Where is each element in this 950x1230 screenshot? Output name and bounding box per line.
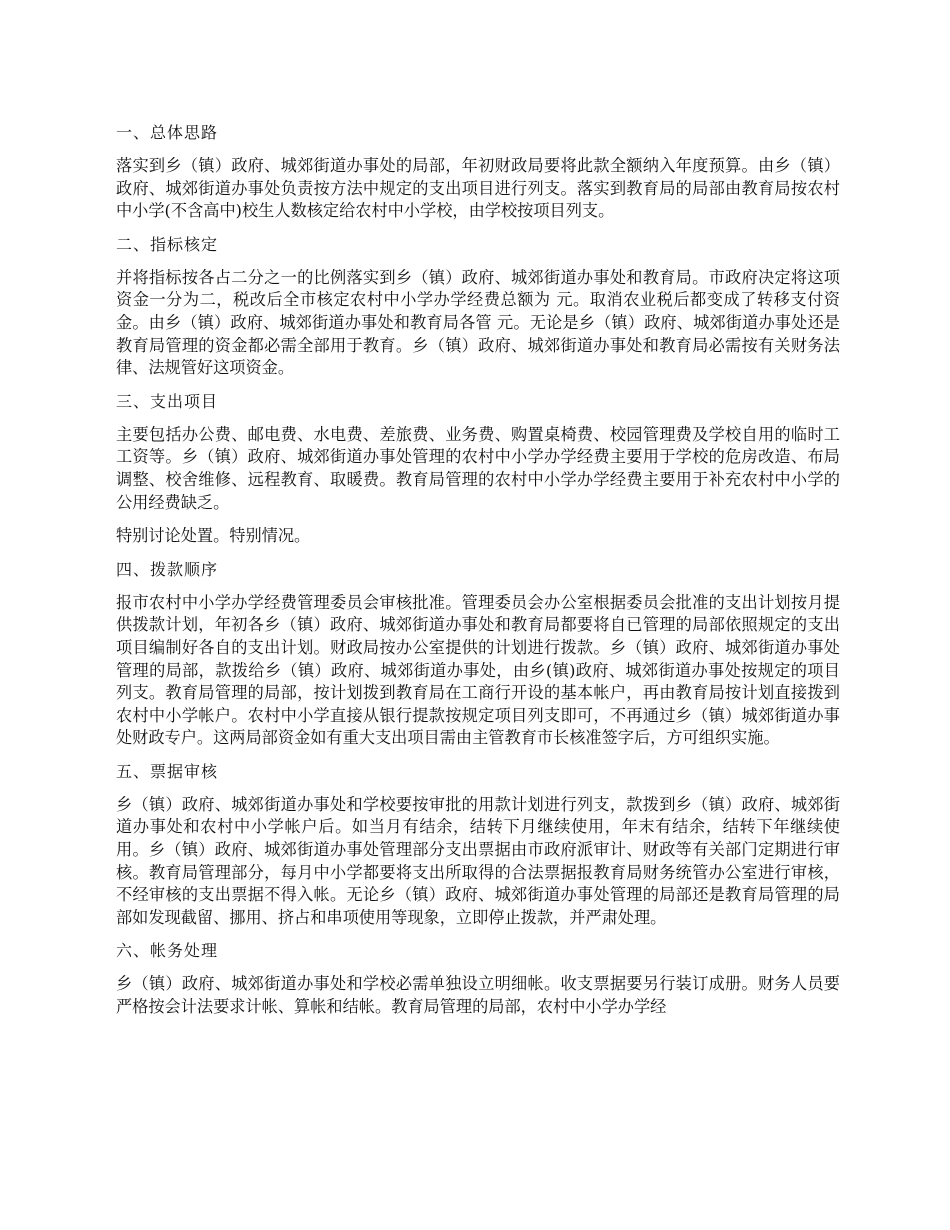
section-overall-approach	[116, 122, 840, 223]
section-heading: 四、拨款顺序	[116, 559, 219, 579]
section-expenditure-items	[116, 391, 840, 548]
section-heading: 二、指标核定	[116, 234, 219, 254]
section-paragraph: 特别讨论处置。特别情况。	[116, 526, 311, 546]
section-appropriation-order	[116, 559, 840, 750]
section-paragraph: 乡（镇）政府、城郊街道办事处和学校要按审批的用款计划进行列支，款拨到乡（镇）政府、城郊街道办事处和农村中小学帐户后。如当月有结余，结转下月继续使用，年末有结余，结转下年继续使用。乡（镇）政府、城郊街道办事处管理部分支出票据由市政府派审计、财政等有关部门定期进行审核。教育局管理部分，每月中小学都要将支出所取得的合法票据报教育局财务统管办公室进行审核，不经审核的支出票据不得入帐。无论乡（镇）政府、城郊街道办事处管理的局部还是教育局管理的局部如发现截留、挪用、挤占和串项使用等现象，立即停止拨款，并严肃处理。	[116, 794, 840, 927]
section-paragraph: 主要包括办公费、邮电费、水电费、差旅费、业务费、购置桌椅费、校园管理费及学校自用的临时工工资等。乡（镇）政府、城郊街道办事处管理的农村中小学办学经费主要用于学校的危房改造、布局调整、校舍维修、远程教育、取暖费。教育局管理的农村中小学办学经费主要用于补充农村中小学的公用经费缺乏。	[116, 424, 840, 512]
section-paragraph: 落实到乡（镇）政府、城郊街道办事处的局部，年初财政局要将此款全额纳入年度预算。由乡（镇）政府、城郊街道办事处负责按方法中规定的支出项目进行列支。落实到教育局的局部由教育局按农村中小学(不含高中)校生人数核定给农村中小学校，由学校按项目列支。	[116, 156, 840, 221]
section-heading: 五、票据审核	[116, 761, 219, 781]
section-paragraph: 报市农村中小学办学经费管理委员会审核批准。管理委员会办公室根据委员会批准的支出计划按月提供拨款计划，年初各乡（镇）政府、城郊街道办事处和教育局都要将自已管理的局部依照规定的支出项目编制好各自的支出计划。财政局按办公室提供的计划进行拨款。乡（镇）政府、城郊街道办事处管理的局部，款拨给乡（镇）政府、城郊街道办事处，由乡(镇)政府、城郊街道办事处按规定的项目列支。教育局管理的局部，按计划拨到教育局在工商行开设的基本帐户，再由教育局按计划直接拨到农村中小学帐户。农村中小学直接从银行提款按规定项目列支即可，不再通过乡（镇）城郊街道办事处财政专户。这两局部资金如有重大支出项目需由主管教育市长核准签字后，方可组织实施。	[116, 592, 840, 748]
section-paragraph: 乡（镇）政府、城郊街道办事处和学校必需单独设立明细帐。收支票据要另行装订成册。财务人员要严格按会计法要求计帐、算帐和结帐。教育局管理的局部，农村中小学办学经	[116, 974, 840, 1017]
section-paragraph: 并将指标按各占二分之一的比例落实到乡（镇）政府、城郊街道办事处和教育局。市政府决定将这项资金一分为二，税改后全市核定农村中小学办学经费总额为 元。取消农业税后都变成了转移支付资金。由乡（镇）政府、城郊街道办事处和教育局各管 元。无论是乡（镇）政府、城郊街道办事处还是教育局管理的资金都必需全部用于教育。乡（镇）政府、城郊街道办事处和教育局必需按有关财务法律、法规管好这项资金。	[116, 267, 840, 378]
section-indicator-verification	[116, 234, 840, 380]
section-receipt-review	[116, 761, 840, 930]
section-accounting	[116, 940, 840, 1018]
section-heading: 六、帐务处理	[116, 941, 219, 961]
document-body	[116, 122, 840, 1030]
section-heading: 一、总体思路	[116, 123, 219, 142]
section-heading: 三、支出项目	[116, 391, 219, 411]
